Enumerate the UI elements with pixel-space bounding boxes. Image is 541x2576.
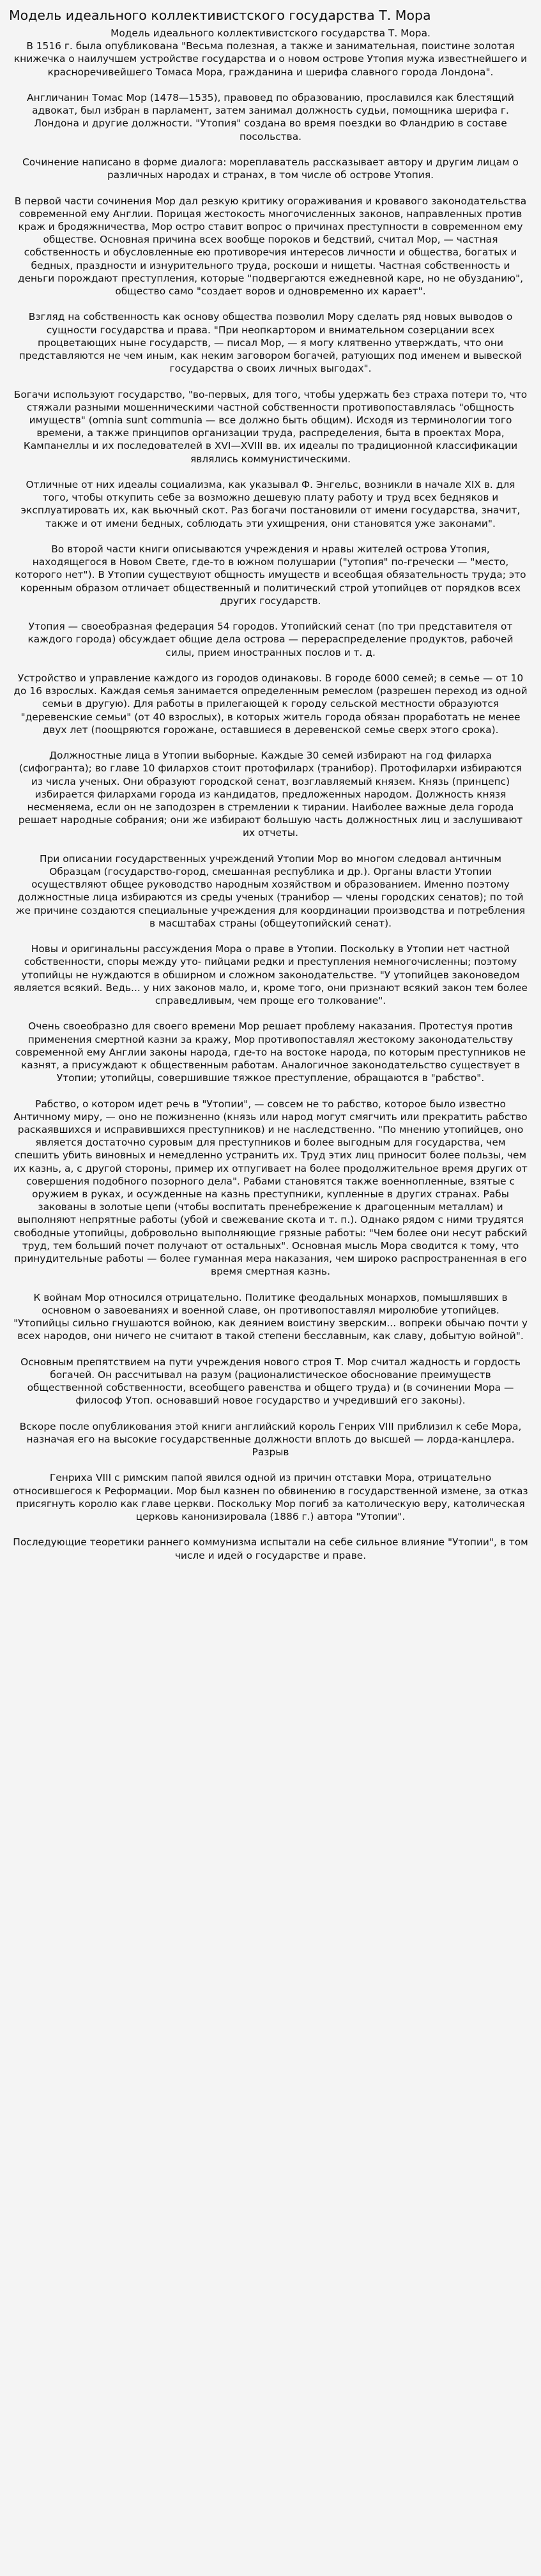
paragraph: Модель идеального коллективистского государства Т. Мора. В 1516 г. была опубликована "Весьма полезная, а также и занимательная, поистине золотая книжечка о наилучшем устройстве государства и о новом острове Утопия мужа известнейшего и красноречивейшего Томаса Мора, гражданина и шерифа славного города Лондона". [13, 27, 528, 78]
paragraph: Англичанин Томас Мор (1478—1535), правовед по образованию, прославился как блестящий адвокат, был избран в парламент, затем занимал должность судьи, помощника шерифа г. Лондона и другие должности. "Утопия" создана во время поездки во Фландрию в составе посольства. [27, 92, 514, 142]
paragraph: Сочинение написано в форме диалога: мореплаватель рассказывает автору и другим лицам о различных народах и странах, в том числе об острове Утопия. [22, 156, 519, 181]
paragraph: Вскоре после опубликования этой книги английский король Генрих VIII приблизил к себе Мора, назначая его на высокие государственные должности вплоть до высшей — лорда-канцлера. Разрыв [19, 1420, 522, 1458]
paragraph: В первой части сочинения Мор дал резкую критику огораживания и кровавого законодательства современной ему Англии. Порицая жестокость многочисленных законов, направленных против краж и бродяжничества, Мор остро ставит вопрос о причинах преступности в современном ему обществе. Основная причина всех вообще пороков и бедствий, считал Мор, — частная собственность и обусловленные ею противоречия интересов личности и общества, богатых и бедных, праздности и изнурительного труда, роскоши и нищеты. Частная собственность и деньги порождают преступления, которые "подвергаются ежедневной каре, но не обузданию", общество само "создает воров и одновременно их карает". [14, 195, 527, 298]
paragraph: К войнам Мор относился отрицательно. Политике феодальных монархов, помышлявших в основном о завоеваниях и военной славе, он противопоставлял миролюбие утопийцев. "Утопийцы сильно гнушаются войною, как деянием воистину зверским... вопреки обычаю почти у всех народов, они ничего не считают в такой степени бесславным, как славу, добытую войной". [13, 1291, 528, 1342]
article-body [4, 27, 537, 1562]
paragraph: Последующие теоретики раннего коммунизма испытали на себе сильное влияние "Утопии", в том числе и идей о государстве и праве. [13, 1536, 528, 1561]
paragraph: При описании государственных учреждений Утопии Мор во многом следовал античным Образцам (государство-город, смешанная республика и др.). Органы власти Утопии осуществляют общее руководство народным хозяйством и образованием. Именно поэтому должностные лица избираются из среды ученых (транибор — члены городских сенатов); по той же причине создаются специальные учреждения для координации производства и потребления в масштабах страны (общеутопийский сенат). [15, 852, 526, 929]
paragraph: Новы и оригинальны рассуждения Мора о праве в Утопии. Поскольку в Утопии нет частной собственности, споры между уто- пийцами редки и преступления немногочисленны; поэтому утопийцы не нуждаются в обширном и сложном законодательстве. "У утопийцев законоведом является всякий. Ведь... у них законов мало, и, кроме того, они признают всякий закон тем более справедливым, чем проще его толкование". [13, 943, 528, 1007]
page-title: Модель идеального коллективистского государства Т. Мора [9, 8, 431, 23]
paragraph: Очень своеобразно для своего времени Мор решает проблему наказания. Протестуя против применения смертной казни за кражу, Мор противопоставлял жестокому законодательству современной ему Англии законы народа, где-то на востоке народа, по которым преступников не казнят, а присуждают к общественным работам. Аналогичное законодательство существует в Утопии; утопийцы, совершившие тяжкое преступление, обращаются в "рабство". [15, 1020, 526, 1084]
paragraph: Богачи используют государство, "во-первых, для того, чтобы удержать без страха потери то, что стяжали разными мошенническими частной собственности противопоставлялась "общность имуществ" (omnia sunt communia — все должно быть общим). Исходя из терминологии того времени, а также принципов организации труда, распределения, быта в проектах Мора, Кампанеллы и их последователей в XVI—XVIII вв. их идеалы по традиционной классификации являлись коммунистическими. [13, 388, 528, 465]
paragraph: Рабство, о котором идет речь в "Утопии", — совсем не то рабство, которое было известно Античному миру, — оно не пожизненно (князь или народ могут смягчить или прекратить рабство раскаявшихся и исправившихся преступников) и не наследственно. "По мнению утопийцев, оно является достаточно суровым для преступников и более выгодным для государства, чем спешить убить виновных и немедленно устранить их. Труд этих лиц приносит более пользы, чем их казнь, а, с другой стороны, пример их отпугивает на более продолжительное время других от совершения подобного позорного дела". Рабами становятся также военнопленные, взятые с оружием в руках, и осужденные на казнь преступники, купленные в других странах. Рабы закованы в золотые цепи (чтобы воспитать пренебрежение к драгоценным металлам) и выполняют непрятные работы (убой и свежевание скота и т. п.). Однако рядом с ними трудятся свободные утопийцы, добровольно выполняющие грязные работы: "Чем более они несут рабский труд, тем больший почет получают от остальных". Основная мысль Мора сводится к тому, что принудительные работы — более гуманная мера наказания, чем широко распространенная в его время смертная казнь. [13, 1098, 528, 1278]
paragraph: Взгляд на собственность как основу общества позволил Мору сделать ряд новых выводов о сущности государства и права. "При неопкартором и внимательном созерцании всех процветающих ныне государств, — писал Мор, — я могу клятвенно утверждать, что они представляются не чем иным, как неким заговором богачей, ратующих под именем и вывеской государства о своих личных выгодах". [19, 311, 522, 375]
paragraph: Отличные от них идеалы социализма, как указывал Ф. Энгельс, возникли в начале XIX в. для того, чтобы откупить себе за возможно дешевую плату работу и труд всех бедняков и эксплуатировать их, как вьючный скот. Раз богачи постановили от имени государства, значит, также и от имени бедных, соблюдать эти ухищрения, они становятся уже законами". [20, 479, 521, 529]
paragraph: Должностные лица в Утопии выборные. Каждые 30 семей избирают на год филарха (сифогранта); во главе 10 филархов стоит протофиларх (транибор). Протофилархи избираются из числа ученых. Они образуют городской сенат, возглавляемый князем. Князь (принцепс) избирается филархами города из кандидатов, предложенных народом. Должность князя несменяема, если он не заподозрен в стремлении к тирании. Наиболее важные дела города решает народные собрания; они же избирают большую часть должностных лиц и заслушивают их отчеты. [18, 750, 523, 839]
paragraph: Устройство и управление каждого из городов одинаковы. В городе 6000 семей; в семье — от 10 до 16 взрослых. Каждая семья занимается определенным ремеслом (разрешен переход из одной семьи в другую). Для работы в прилегающей к городу сельской местности образуются "деревенские семьи" (от 40 взрослых), в которых житель города обязан проработать не менее двух лет (поощряются горожане, оставшиеся в деревенской семье сверх этого срока). [13, 672, 528, 736]
paragraph: Во второй части книги описываются учреждения и нравы жителей острова Утопия, находящегося в Новом Свете, где-то в южном полушарии ("утопия" по-гречески — "место, которого нет"). В Утопии существуют общность имуществ и всеобщая обязательность труда; это коренным образом отличает общественный и политический строй утопийцев от порядков всех других государств. [15, 543, 526, 607]
paragraph: Утопия — своеобразная федерация 54 городов. Утопийский сенат (по три представителя от каждого города) обсуждает общие дела острова — перераспределение продуктов, рабочей силы, прием иностранных послов и т. д. [27, 621, 514, 658]
paragraph: Генриха VIII с римским папой явился одной из причин отставки Мора, отрицательно относившегося к Реформации. Мор был казнен по обвинению в государственной измене, за отказ присягнуть королю как главе церкви. Поскольку Мор погиб за католическую веру, католическая церковь канонизировала (1886 г.) автора "Утопии". [13, 1472, 528, 1523]
paragraph: Основным препятствием на пути учреждения нового строя Т. Мор считал жадность и гордость богачей. Он рассчитывал на разум (рационалистическое обоснование преимуществ общественной собственности, всеобщего равенства и общего труда) и (в сочинении Мора — философ Утоп. основавший новое государство и учредивший его законы). [20, 1356, 521, 1407]
